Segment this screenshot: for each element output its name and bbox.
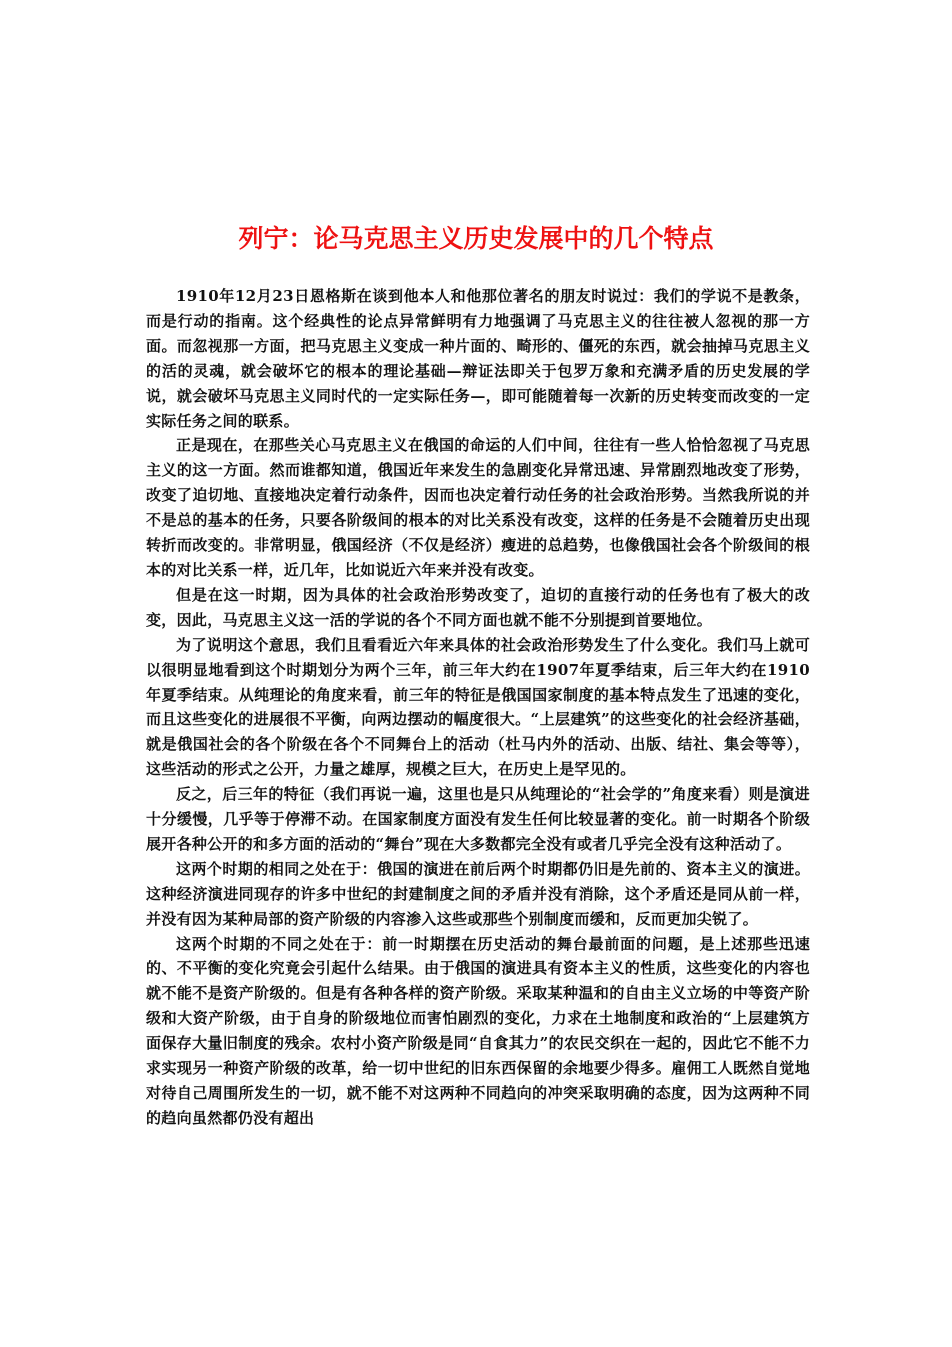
paragraph-7: 这两个时期的不同之处在于：前一时期摆在历史活动的舞台最前面的问题，是上述那些迅速的、不平衡的变化究竟会引起什么结果。由于俄国的演进具有资本主义的性质，这些变化的内容也就不能不是资产阶级的。但是有各种各样的资产阶级。采取某种温和的自由主义立场的中等资产阶级和大资产阶级，由于自身的阶级地位而害怕剧烈的变化，力求在土地制度和政治的“上层建筑方面保存大量旧制度的残余。农村小资产阶级是同“自食其力”的农民交织在一起的，因此它不能不力求实现另一种资产阶级的改革，给一切中世纪的旧东西保留的余地要少得多。雇佣工人既然自觉地对待自己周围所发生的一切，就不能不对这两种不同趋向的冲突采取明确的态度，因为这两种不同的趋向虽然都仍没有超出 [146, 934, 810, 1127]
paragraph-5: 反之，后三年的特征（我们再说一遍，这里也是只从纯理论的“社会学的”角度来看）则是演进十分缓慢，几乎等于停滞不动。在国家制度方面没有发生任何比较显著的变化。前一时期各个阶级展开各种公开的和多方面的活动的“舞台”现在大多数都完全没有或者几乎完全没有这种活动了。 [146, 785, 810, 853]
paragraph-6: 这两个时期的相同之处在于：俄国的演进在前后两个时期都仍旧是先前的、资本主义的演进。这种经济演进同现存的许多中世纪的封建制度之间的矛盾并没有消除，这个矛盾还是同从前一样，并没有因为某种局部的资产阶级的内容渗入这些或那些个别制度而缓和，反而更加尖锐了。 [146, 859, 810, 928]
paragraph-1: 1910年12月23日恩格斯在谈到他本人和他那位著名的朋友时说过：我们的学说不是教条，而是行动的指南。这个经典性的论点异常鲜明有力地强调了马克思主义的往往被人忽视的那一方面。而忽视那一方面，把马克思主义变成一种片面的、畸形的、僵死的东西，就会抽掉马克思主义的活的灵魂，就会破坏它的根本的理论基础—辩证法即关于包罗万象和充满矛盾的历史发展的学说，就会破坏马克思主义同时代的一定实际任务—，即可能随着每一次新的历史转变而改变的一定实际任务之间的联系。 [146, 287, 810, 430]
document-body [146, 284, 810, 1131]
paragraph-2: 正是现在，在那些关心马克思主义在俄国的命运的人们中间，往往有一些人恰恰忽视了马克思主义的这一方面。然而谁都知道，俄国近年来发生的急剧变化异常迅速、异常剧烈地改变了形势，改变了迫切地、直接地决定着行动条件，因而也决定着行动任务的社会政治形势。当然我所说的并不是总的基本的任务，只要各阶级间的根本的对比关系没有改变，这样的任务是不会随着历史出现转折而改变的。非常明显，俄国经济（不仅是经济）瘦进的总趋势，也像俄国社会各个阶级间的根本的对比关系一样，近几年，比如说近六年来并没有改变。 [146, 436, 810, 579]
paragraph-3: 但是在这一时期，因为具体的社会政治形势改变了，迫切的直接行动的任务也有了极大的改变，因此，马克思主义这一活的学说的各个不同方面也就不能不分别提到首要地位。 [146, 585, 810, 629]
document-title: 列宁：论马克思主义历史发展中的几个特点 [238, 224, 714, 253]
paragraph-4: 为了说明这个意思，我们且看看近六年来具体的社会政治形势发生了什么变化。我们马上就可以很明显地看到这个时期划分为两个三年，前三年大约在1907年夏季结束，后三年大约在1910年夏季结束。从纯理论的角度来看，前三年的特征是俄国国家制度的基本特点发生了迅速的变化，而且这些变化的进展很不平衡，向两边摆动的幅度很大。“上层建筑”的这些变化的社会经济基础，就是俄国社会的各个阶级在各个不同舞台上的活动（杜马内外的活动、出版、结社、集会等等），这些活动的形式之公开，力量之雄厚，规模之巨大，在历史上是罕见的。 [146, 635, 810, 779]
